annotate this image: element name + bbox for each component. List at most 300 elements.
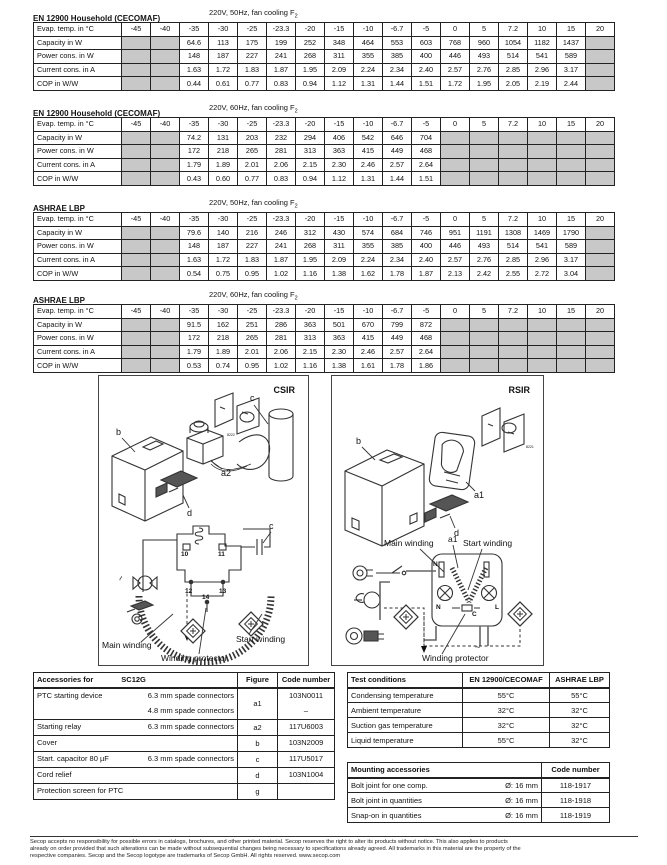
test-condition-row	[348, 688, 610, 703]
perf-value-cell: 2.01	[238, 345, 267, 359]
perf-value-cell: 2.46	[354, 158, 383, 172]
csir-winding-protector-label: Winding protector	[161, 653, 228, 663]
perf-value-cell: 574	[354, 226, 383, 240]
mounting-header-row	[348, 763, 610, 778]
perf-header-cell: Evap. temp. in °C	[34, 23, 122, 37]
perf-value-cell: 1.87	[412, 267, 441, 281]
mounting-name-cell	[348, 808, 542, 823]
perf-row-label: COP in W/W	[34, 77, 122, 91]
perf-header-cell: -20	[296, 213, 325, 227]
perf-value-cell: 281	[267, 332, 296, 346]
perf-header-cell: -40	[151, 23, 180, 37]
code-cell	[278, 719, 335, 735]
perf-row	[34, 158, 615, 172]
perf-value-cell: 2.55	[499, 267, 528, 281]
accessories-table	[33, 672, 335, 800]
perf-value-cell: 216	[238, 226, 267, 240]
perf-value-cell: 311	[325, 50, 354, 64]
perf-value-cell: 501	[325, 318, 354, 332]
perf-value-cell: 1.63	[180, 63, 209, 77]
perf-value-cell: 1.95	[296, 63, 325, 77]
perf-value-cell	[586, 77, 615, 91]
perf-value-cell	[151, 253, 180, 267]
perf-row-label: Power cons. in W	[34, 332, 122, 346]
perf-value-cell	[151, 345, 180, 359]
perf-header-cell: -5	[412, 305, 441, 319]
perf-value-cell: 1.38	[325, 359, 354, 373]
perf-value-cell: 2.05	[499, 77, 528, 91]
perf-value-cell: 199	[267, 36, 296, 50]
perf-value-cell	[528, 131, 557, 145]
perf-value-cell	[122, 50, 151, 64]
perf-value-cell: 312	[296, 226, 325, 240]
mounting-line	[351, 811, 538, 820]
accessory-name: Cord relief	[37, 769, 72, 779]
perf-row	[34, 50, 615, 64]
perf-value-cell: 1054	[499, 36, 528, 50]
perf-value-cell: 1.02	[267, 267, 296, 281]
code-cell	[278, 751, 335, 767]
condition-value: 32°C	[463, 703, 550, 718]
perf-value-cell: 148	[180, 50, 209, 64]
accessory-line	[37, 736, 234, 751]
perf-header-cell: 5	[470, 305, 499, 319]
perf-value-cell: 1.38	[325, 267, 354, 281]
perf-value-cell	[122, 267, 151, 281]
perf-value-cell: 1.79	[180, 158, 209, 172]
perf-row-label: Capacity in W	[34, 226, 122, 240]
perf-value-cell: 415	[354, 145, 383, 159]
perf-value-cell: 1.79	[180, 345, 209, 359]
perf-value-cell	[122, 158, 151, 172]
perf-value-cell	[441, 332, 470, 346]
perf-header-cell: -15	[325, 118, 354, 132]
perf-value-cell	[586, 332, 615, 346]
perf-value-cell	[499, 359, 528, 373]
accessory-line	[37, 784, 234, 799]
perf-value-cell: 589	[557, 50, 586, 64]
perf-value-cell: 2.34	[383, 63, 412, 77]
mounting-accessories-table	[347, 762, 610, 823]
code-value: 118-1919	[542, 808, 610, 823]
perf-header-cell: -5	[412, 118, 441, 132]
perf-value-cell: 2.30	[325, 158, 354, 172]
perf-value-cell	[441, 131, 470, 145]
perf-value-cell	[470, 332, 499, 346]
perf-value-cell	[499, 345, 528, 359]
mounting-line	[351, 781, 538, 790]
perf-header-cell: 20	[586, 213, 615, 227]
table-title-line	[33, 103, 615, 118]
mounting-row	[348, 778, 610, 793]
performance-table	[33, 212, 615, 281]
perf-value-cell: 415	[354, 332, 383, 346]
perf-value-cell	[499, 145, 528, 159]
perf-value-cell	[441, 318, 470, 332]
perf-value-cell: 0.75	[209, 267, 238, 281]
perf-header-cell: 7.2	[499, 118, 528, 132]
accessory-spec: 6.3 mm spade connectors	[147, 690, 234, 700]
perf-value-cell: 514	[499, 50, 528, 64]
en12900-column-header: EN 12900/CECOMAF	[463, 673, 550, 688]
footer-line: respective companies. Secop and the Secop logotype are trademarks of Secop GmbH. All rights reserved. www.secop.com	[30, 853, 341, 859]
csir-label-d: d	[187, 508, 193, 518]
perf-value-cell: 252	[296, 36, 325, 50]
perf-value-cell: 3.17	[557, 253, 586, 267]
mounting-line	[351, 796, 538, 805]
code-column-header: Code number	[542, 763, 610, 778]
perf-row	[34, 77, 615, 91]
perf-row-label: Current cons. in A	[34, 253, 122, 267]
rsir-label-a1: a1	[474, 490, 485, 500]
perf-value-cell: 1.51	[412, 77, 441, 91]
perf-value-cell	[586, 359, 615, 373]
perf-value-cell: 2.40	[412, 253, 441, 267]
perf-value-cell	[470, 359, 499, 373]
perf-header-cell: -45	[122, 305, 151, 319]
accessories-row	[34, 719, 335, 735]
perf-header-cell: -35	[180, 118, 209, 132]
perf-value-cell	[586, 158, 615, 172]
perf-value-cell: 232	[267, 131, 296, 145]
perf-value-cell	[557, 359, 586, 373]
perf-header-cell: -6.7	[383, 23, 412, 37]
code-value: 118-1917	[542, 778, 610, 793]
perf-value-cell: 1.44	[383, 77, 412, 91]
code-value	[278, 784, 334, 799]
perf-value-cell: 0.94	[296, 172, 325, 186]
perf-value-cell: 646	[383, 131, 412, 145]
perf-header-cell: -6.7	[383, 305, 412, 319]
perf-header-cell: 0	[441, 213, 470, 227]
rsir-diagram-panel	[331, 375, 544, 666]
rsir-a1-label: a1	[448, 534, 458, 544]
condition-name: Suction gas temperature	[348, 718, 463, 733]
footer-line: already on order provided that such alterations can be made without subsequential changes being necessary to specifications already agreed. All trademarks in this material are the property of the	[30, 846, 521, 852]
perf-value-cell	[441, 359, 470, 373]
perf-value-cell: 113	[209, 36, 238, 50]
perf-value-cell	[557, 345, 586, 359]
table-title: EN 12900 Household (CECOMAF)	[33, 109, 161, 118]
perf-value-cell	[470, 345, 499, 359]
perf-value-cell	[122, 345, 151, 359]
mounting-diameter: Ø: 16 mm	[505, 780, 538, 790]
perf-value-cell: 799	[383, 318, 412, 332]
perf-value-cell: 2.15	[296, 345, 325, 359]
perf-value-cell	[122, 131, 151, 145]
perf-section-en12900-60hz	[33, 103, 615, 186]
perf-value-cell	[528, 318, 557, 332]
perf-value-cell	[441, 345, 470, 359]
condition-value: 32°C	[550, 703, 610, 718]
perf-row	[34, 226, 615, 240]
perf-value-cell: 746	[412, 226, 441, 240]
perf-header-cell: 10	[528, 118, 557, 132]
performance-table	[33, 22, 615, 91]
condition-name: Ambient temperature	[348, 703, 463, 718]
csir-diagram	[99, 376, 308, 665]
perf-value-cell: 541	[528, 50, 557, 64]
table-subtitle: 220V, 50Hz, fan cooling $F_2$	[209, 198, 298, 210]
perf-value-cell	[441, 158, 470, 172]
perf-value-cell: 162	[209, 318, 238, 332]
perf-header-cell: -35	[180, 23, 209, 37]
perf-value-cell: 0.94	[296, 77, 325, 91]
perf-value-cell	[528, 145, 557, 159]
perf-row	[34, 63, 615, 77]
perf-header-cell: 0	[441, 118, 470, 132]
perf-value-cell: 2.57	[441, 253, 470, 267]
perf-header-cell: 5	[470, 118, 499, 132]
perf-header-cell: -23.3	[267, 23, 296, 37]
accessory-line	[37, 720, 234, 735]
perf-value-cell: 1182	[528, 36, 557, 50]
accessory-name-cell	[34, 688, 238, 720]
perf-row	[34, 253, 615, 267]
csir-schem-label-c: c	[269, 521, 274, 531]
rsir-main-winding-label: Main winding	[384, 538, 434, 548]
perf-value-cell: 2.96	[528, 253, 557, 267]
model-label: SC12G	[121, 675, 146, 685]
mounting-diameter: Ø: 16 mm	[505, 810, 538, 820]
perf-value-cell: 1.72	[441, 77, 470, 91]
perf-value-cell: 2.24	[354, 253, 383, 267]
test-condition-row	[348, 733, 610, 748]
accessories-header-row	[34, 673, 335, 688]
csir-label-c: c	[250, 393, 255, 403]
perf-value-cell	[441, 145, 470, 159]
perf-value-cell	[499, 158, 528, 172]
perf-value-cell	[586, 253, 615, 267]
perf-header-cell: -35	[180, 213, 209, 227]
perf-value-cell: 400	[412, 50, 441, 64]
perf-header-row	[34, 23, 615, 37]
perf-value-cell: 1.12	[325, 172, 354, 186]
perf-value-cell: 294	[296, 131, 325, 145]
mounting-row	[348, 793, 610, 808]
accessory-line	[37, 704, 234, 719]
perf-header-cell: -15	[325, 213, 354, 227]
perf-header-cell: -40	[151, 305, 180, 319]
perf-value-cell: 268	[296, 50, 325, 64]
perf-header-cell: 15	[557, 213, 586, 227]
code-value: 103N0011	[288, 690, 324, 700]
perf-value-cell	[586, 240, 615, 254]
figure-column-header: Figure	[238, 673, 278, 688]
perf-row-label: COP in W/W	[34, 172, 122, 186]
code-cell	[278, 688, 335, 720]
perf-header-cell: 7.2	[499, 213, 528, 227]
perf-header-cell: 20	[586, 305, 615, 319]
table-title-line	[33, 8, 615, 23]
rsir-title: RSIR	[508, 385, 530, 395]
perf-value-cell	[151, 63, 180, 77]
perf-value-cell	[586, 36, 615, 50]
code-value: 103N1004	[288, 769, 324, 779]
terminal-l: L	[495, 604, 499, 611]
test-conditions-title: Test conditions	[348, 673, 463, 688]
perf-value-cell: 406	[325, 131, 354, 145]
perf-header-cell: -23.3	[267, 305, 296, 319]
condition-name: Condensing temperature	[348, 688, 463, 703]
perf-value-cell: 187	[209, 240, 238, 254]
perf-value-cell	[586, 172, 615, 186]
perf-value-cell: 553	[383, 36, 412, 50]
perf-value-cell: 241	[267, 240, 296, 254]
perf-value-cell: 363	[296, 318, 325, 332]
perf-value-cell: 541	[528, 240, 557, 254]
perf-value-cell: 385	[383, 50, 412, 64]
perf-row-label: Current cons. in A	[34, 158, 122, 172]
perf-header-cell: 7.2	[499, 305, 528, 319]
code-value: 118-1918	[542, 793, 610, 808]
perf-row-label: COP in W/W	[34, 267, 122, 281]
code-cell	[278, 735, 335, 751]
perf-value-cell: 355	[354, 240, 383, 254]
condition-value: 32°C	[463, 718, 550, 733]
perf-value-cell	[586, 226, 615, 240]
table-subtitle: 220V, 60Hz, fan cooling $F_2$	[209, 103, 298, 115]
perf-header-cell: -5	[412, 213, 441, 227]
perf-value-cell: 2.85	[499, 253, 528, 267]
perf-header-cell: -10	[354, 305, 383, 319]
perf-value-cell: 1.83	[238, 253, 267, 267]
csir-label-a2: a2	[221, 468, 232, 478]
csir-label-b: b	[116, 427, 122, 437]
perf-value-cell	[557, 145, 586, 159]
perf-value-cell: 363	[325, 145, 354, 159]
perf-row-label: Capacity in W	[34, 318, 122, 332]
perf-header-cell: 15	[557, 23, 586, 37]
figure-cell: d	[238, 767, 278, 783]
perf-value-cell: 1.12	[325, 77, 354, 91]
accessory-name: Cover	[37, 737, 58, 747]
perf-value-cell: 1.78	[383, 267, 412, 281]
perf-value-cell: 1.63	[180, 253, 209, 267]
perf-header-row	[34, 213, 615, 227]
condition-value: 55°C	[550, 688, 610, 703]
perf-value-cell: 64.6	[180, 36, 209, 50]
perf-value-cell	[557, 131, 586, 145]
rsir-label-b: b	[356, 436, 362, 446]
perf-value-cell	[122, 359, 151, 373]
perf-value-cell: 1.31	[354, 172, 383, 186]
perf-value-cell: 1.72	[209, 63, 238, 77]
perf-value-cell: 1437	[557, 36, 586, 50]
perf-header-cell: 5	[470, 23, 499, 37]
perf-row-label: Current cons. in A	[34, 63, 122, 77]
perf-value-cell: 1.61	[354, 359, 383, 373]
perf-value-cell: 3.04	[557, 267, 586, 281]
perf-row-label: Power cons. in W	[34, 240, 122, 254]
terminal-13: 13	[219, 588, 227, 595]
perf-value-cell: 313	[296, 332, 325, 346]
perf-header-cell: Evap. temp. in °C	[34, 305, 122, 319]
accessory-line	[37, 768, 234, 783]
perf-value-cell: 2.06	[267, 158, 296, 172]
terminal-11: 11	[218, 551, 225, 558]
perf-value-cell: 684	[383, 226, 412, 240]
perf-section-ashrae-60hz	[33, 290, 615, 373]
perf-value-cell: 2.96	[528, 63, 557, 77]
perf-value-cell: 313	[296, 145, 325, 159]
test-condition-row	[348, 718, 610, 733]
perf-value-cell: 1.89	[209, 158, 238, 172]
perf-value-cell: 2.34	[383, 253, 412, 267]
mounting-diameter: Ø: 16 mm	[505, 795, 538, 805]
perf-value-cell	[586, 50, 615, 64]
accessories-row	[34, 751, 335, 767]
perf-value-cell	[151, 359, 180, 373]
accessory-name: PTC starting device	[37, 690, 103, 700]
perf-value-cell: 218	[209, 332, 238, 346]
table-title: ASHRAE LBP	[33, 204, 86, 213]
perf-value-cell: 203	[238, 131, 267, 145]
perf-value-cell: 603	[412, 36, 441, 50]
perf-header-cell: -23.3	[267, 118, 296, 132]
perf-value-cell: 430	[325, 226, 354, 240]
perf-value-cell: 1.89	[209, 345, 238, 359]
perf-value-cell: 2.24	[354, 63, 383, 77]
test-condition-row	[348, 703, 610, 718]
perf-value-cell: 1.95	[470, 77, 499, 91]
perf-value-cell	[586, 145, 615, 159]
accessory-spec: 4.8 mm spade connectors	[147, 705, 234, 715]
table-title-line	[33, 198, 615, 213]
perf-value-cell: 131	[209, 131, 238, 145]
perf-value-cell: 589	[557, 240, 586, 254]
terminal-c: C	[472, 611, 477, 618]
perf-value-cell: 227	[238, 240, 267, 254]
perf-row	[34, 240, 615, 254]
perf-value-cell: 1790	[557, 226, 586, 240]
perf-value-cell: 468	[412, 332, 441, 346]
accessories-row	[34, 688, 335, 720]
perf-value-cell	[122, 332, 151, 346]
perf-value-cell	[151, 145, 180, 159]
accessory-name-cell	[34, 783, 238, 799]
perf-value-cell: 1.86	[412, 359, 441, 373]
perf-header-cell: -30	[209, 118, 238, 132]
perf-row-label: Capacity in W	[34, 131, 122, 145]
perf-value-cell: 1.62	[354, 267, 383, 281]
perf-value-cell: 265	[238, 332, 267, 346]
perf-value-cell	[470, 131, 499, 145]
terminal-10: 10	[181, 551, 189, 558]
perf-value-cell: 2.57	[383, 345, 412, 359]
perf-value-cell	[557, 172, 586, 186]
perf-section-ashrae-50hz	[33, 198, 615, 281]
perf-value-cell: 960	[470, 36, 499, 50]
perf-value-cell	[151, 36, 180, 50]
accessory-name: Start. capacitor 80 µF	[37, 753, 109, 763]
perf-header-cell: -23.3	[267, 213, 296, 227]
perf-header-cell: -10	[354, 23, 383, 37]
code-value: –	[303, 705, 309, 715]
accessory-name-cell	[34, 735, 238, 751]
perf-value-cell: 449	[383, 332, 412, 346]
perf-value-cell: 2.19	[528, 77, 557, 91]
perf-value-cell: 311	[325, 240, 354, 254]
perf-value-cell: 1.44	[383, 172, 412, 186]
table-title-line	[33, 290, 615, 305]
perf-value-cell: 1.16	[296, 267, 325, 281]
perf-value-cell: 286	[267, 318, 296, 332]
perf-header-cell: Evap. temp. in °C	[34, 118, 122, 132]
perf-header-cell: -20	[296, 305, 325, 319]
perf-value-cell	[122, 77, 151, 91]
perf-row-label: Current cons. in A	[34, 345, 122, 359]
